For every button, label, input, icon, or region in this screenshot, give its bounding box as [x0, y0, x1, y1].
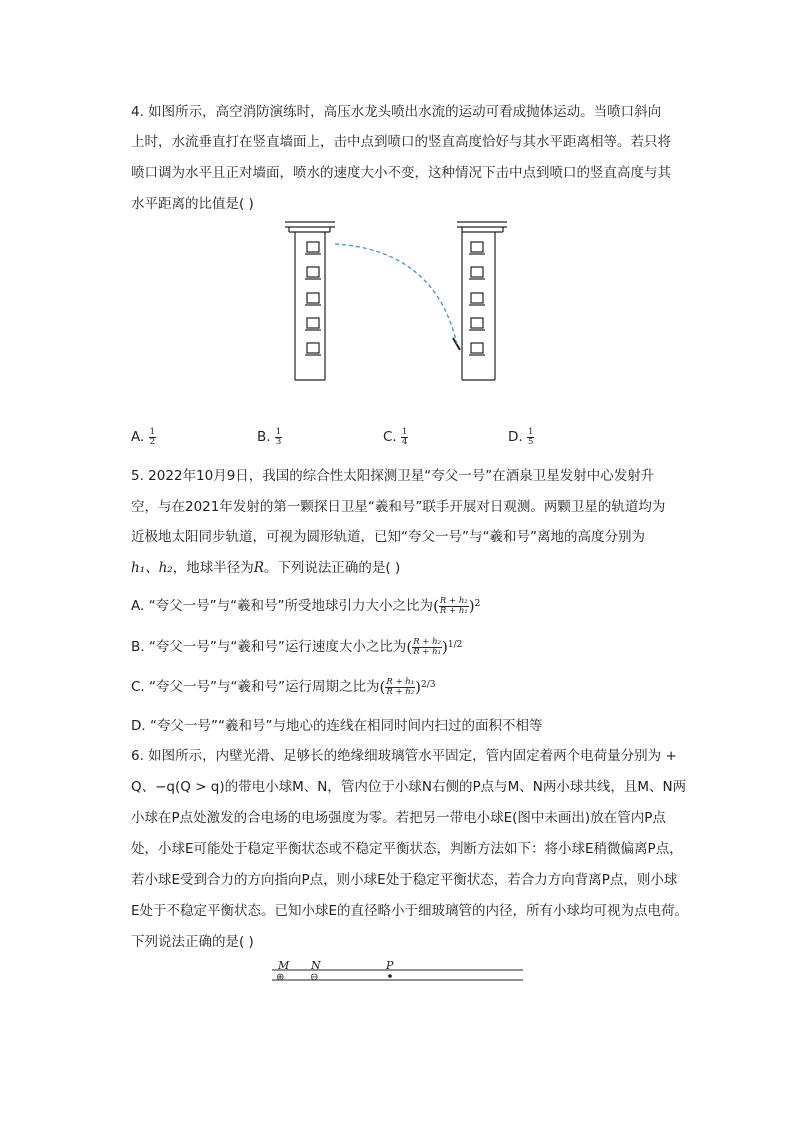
q6-line-3: 小球在P点处激发的合电场的电场强度为零。若把另一带电小球E(图中未画出)放在管内P点	[131, 810, 666, 826]
q5-line-2: 空，与在2021年发射的第一颗探日卫星“羲和号”联手开展对日观测。两颗卫星的轨道均为	[131, 499, 666, 515]
option-text: C. “夸父一号”与“羲和号”运行周期之比为	[131, 679, 380, 695]
fraction: $\frac{\text{R + h₁}}{\text{R + h₂}}$	[386, 676, 415, 697]
positive-charge-icon: ⊕	[276, 972, 285, 983]
right-building-windows	[469, 242, 485, 355]
q5-line-4	[131, 558, 400, 578]
fraction: $\frac{\text{R + h₂}}{\text{R + h₁}}$	[413, 636, 441, 657]
label-n: N	[311, 959, 321, 972]
q4-line-1: 4. 如图所示，高空消防演练时，高压水龙头喷出水流的运动可看成抛体运动。当喷口斜向	[131, 104, 662, 120]
negative-charge-icon: ⊖	[310, 972, 319, 983]
label-m: M	[278, 959, 290, 972]
q4-line-3: 喷口调为水平且正对墙面，喷水的速度大小不变，这种情况下击中点到喷口的竖直高度与其	[131, 165, 671, 181]
label-p: P	[386, 959, 394, 972]
option-label: C.	[383, 429, 397, 445]
q5-option-b[interactable]: B. “夸父一号”与“羲和号”运行速度大小之比为( $\frac{\text{R + h₂}}{\text{R + h₁}}$ )$^{1/2}$	[131, 636, 463, 657]
q5-line-3: 近极地太阳同步轨道，可视为圆形轨道，已知“夸父一号”与“羲和号”离地的高度分别为	[131, 529, 645, 545]
option-text: B. “夸父一号”与“羲和号”运行速度大小之比为	[131, 639, 407, 655]
option-label: B.	[257, 429, 271, 445]
q6-line-5: 若小球E受到合力的方向指向P点，则小球E处于稳定平衡状态，若合力方向背离P点，则小球	[131, 872, 678, 888]
q5-option-a[interactable]: A. “夸父一号”与“羲和号”所受地球引力大小之比为( $\frac{\text{R + h₂}}{\text{R + h₁}}$ )$^2$	[131, 595, 481, 616]
option-label: D.	[508, 429, 523, 445]
q4-option-c[interactable]	[383, 427, 408, 447]
q4-option-b[interactable]	[257, 427, 282, 447]
h1-h2: h₁、h₂	[131, 560, 173, 576]
q4-option-a[interactable]	[131, 427, 156, 447]
radius-r: R	[253, 560, 264, 576]
option-label: A.	[131, 429, 145, 445]
q5-option-d[interactable]: D. “夸父一号”“羲和号”与地心的连线在相同时间内扫过的面积不相等	[131, 718, 543, 734]
q6-line-6: E处于不稳定平衡状态。已知小球E的直径略小于细玻璃管的内径，所有小球均可视为点电荷。	[131, 903, 689, 919]
fraction: $\frac{1}{3}$	[275, 426, 282, 447]
exponent: 2	[474, 599, 481, 609]
fraction: $\frac{1}{5}$	[527, 426, 534, 447]
q4-option-d[interactable]	[508, 427, 534, 447]
left-building-windows	[305, 242, 321, 355]
q5-option-c[interactable]: C. “夸父一号”与“羲和号”运行周期之比为( $\frac{\text{R + h₁}}{\text{R + h₂}}$ )$^{2/3}$	[131, 676, 436, 697]
text: ，地球半径为	[172, 560, 254, 576]
q4-line-2: 上时，水流垂直打在竖直墙面上，击中点到喷口的竖直高度恰好与其水平距离相等。若只将	[131, 134, 671, 150]
q5-line-1: 5. 2022年10月9日，我国的综合性太阳探测卫星“夸父一号”在酒泉卫星发射中心发射升	[131, 468, 655, 484]
exponent: 2/3	[421, 680, 436, 690]
text: 。下列说法正确的是( )	[263, 560, 401, 576]
exponent: 1/2	[447, 640, 463, 650]
q6-line-2: Q、−q(Q > q)的带电小球M、N，管内位于小球N右侧的P点与M、N两小球共线，且M、N两	[131, 779, 687, 795]
q6-tube-figure	[268, 958, 528, 986]
q4-line-4: 水平距离的比值是( )	[131, 196, 254, 212]
q4-building-figure	[285, 220, 510, 385]
option-text: A. “夸父一号”与“羲和号”所受地球引力大小之比为	[131, 598, 434, 614]
q6-line-1: 6. 如图所示，内壁光滑、足够长的绝缘细玻璃管水平固定，管内固定着两个电荷量分别为 +	[131, 748, 677, 764]
fraction: $\frac{1}{4}$	[402, 426, 408, 447]
water-trajectory	[335, 244, 457, 344]
q6-line-4: 处，小球E可能处于稳定平衡状态或不稳定平衡状态，判断方法如下：将小球E稍微偏离P点，	[131, 841, 683, 857]
fraction: $\frac{1}{2}$	[149, 426, 156, 447]
q6-line-7: 下列说法正确的是( )	[131, 934, 254, 950]
fraction: $\frac{\text{R + h₂}}{\text{R + h₁}}$	[439, 595, 468, 616]
point-p	[388, 974, 392, 978]
